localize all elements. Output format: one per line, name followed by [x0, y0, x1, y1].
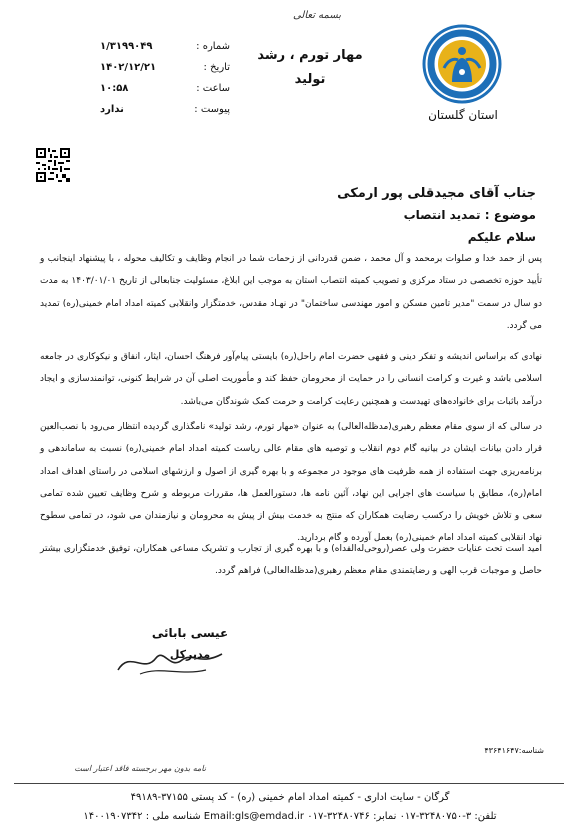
- footer-contact: تلفن: ۳-۳۲۴۸۰۷۵۰-۰۱۷ نمابر: ۳۲۴۸۰۷۴۶-۰۱۷ Email:gls@emdad.ir شناسه ملی : ۱۴۰۰۱۹۰۷۳۴۲: [83, 811, 497, 822]
- meta-attachment-row: [100, 99, 230, 120]
- qr-code-icon: [36, 148, 70, 182]
- paragraph-2: نهادی که براساس اندیشه و تفکر دینی و فقهی حضرت امام راحل(ره) بایستی پیام‌آور فرهنگ احسان، ایثار، انفاق و نیکوکاری در جامعه اسلامی باشد و غیرت و کرامت انسانی را در حمایت از محرومان حفظ کند و مأموریت اصلی آن در شرایط کنونی، توانمندسازی و ایجاد درآمد باثبات برای خانواده‌های تهیدست و همچنین رعایت کرامت و حرمت کمک شوندگان می‌باشد.: [40, 352, 542, 407]
- meta-date-label: تاریخ :: [203, 62, 230, 73]
- meta-time-value: ۱۰:۵۸: [100, 83, 129, 94]
- paragraph-3: در سالی که از سوی مقام معظم رهبری(مدظله‌العالی) به عنوان «مهار تورم، رشد تولید» نامگذاری گردیده انتظار می‌رود با نصب‌العین قرار دادن بیانات ایشان در بیانیه گام دوم انقلاب و توصیه های مقام عالی ریاست کمیته امداد امام خمینی(ره) نسبت به ساماندهی و برنامه‌ریزی جهت استفاده از همه ظرفیت های موجود در مجموعه و با بهره گیری از اصول و ارزشهای اسلامی در راستای اهداف امداد امام(ره)، مطابق با سیاست های اجرایی این نهاد، آئین نامه ها، دستورالعمل ها، مقررات مربوطه و شرح وظایف تعیین شده تمامی سعی و تلاش خویش را درکسب رضایت همکاران که منتج به خدمت بیش از پیش به محرومان و نیازمندان می شود، در تمامی سطوح نهاد انقلابی کمیته امداد امام خمینی(ره) بعمل آورده و گام بردارید.: [40, 422, 542, 544]
- meta-number-row: [100, 36, 230, 57]
- subject-line: موضوع : تمدید انتصاب: [403, 208, 536, 222]
- bismillah-text: بسمه تعالی: [292, 10, 342, 21]
- meta-attachment-label: پیوست :: [194, 104, 230, 115]
- province-label: استان گلستان: [428, 108, 498, 122]
- meta-time-row: [100, 78, 230, 99]
- validity-note: نامه بدون مهر برجسته فاقد اعتبار است: [74, 764, 206, 773]
- slogan-line-1: مهار تورم ، رشد: [257, 48, 363, 63]
- paragraph-1: پس از حمد خدا و صلوات برمحمد و آل محمد ، ضمن قدردانی از زحمات شما در انجام وظایف و تکالیف محوله ، با پیشنهاد اینجانب و تأیید حوزه تخصصی در ستاد مرکزی و تصویب کمیته انتصاب استان به موجب این ابلاغ، مسئولیت جنابعالی از تاریخ ۱۴۰۳/۰۱/۰۱ به مدت دو سال در سمت "مدیر تامین مسکن و امور مهندسی ساختمان" در نهـاد مقدس، خدمتگزار وانقلابی کمیته امداد امام خمینی(ره) تمدید می گردد.: [40, 254, 542, 331]
- document-id: شناسه:۴۳۶۴۱۶۴۷: [484, 746, 544, 755]
- addressee: جناب آقای مجیدقلی پور ارمکی: [337, 186, 536, 201]
- greeting: سلام علیکم: [467, 230, 536, 244]
- emdad-logo-icon: [422, 24, 502, 104]
- paragraph-4: امید است تحت عنایات حضرت ولی عصر(روحی‌له‌الفداه) و با بهره گیری از تجارب و تشریک مساعی همکاران، توفیق خدمتگزاری بیشتر حاصل و موجبات قرب الهی و رضایتمندی مقام معظم رهبری(مدظله‌العالی) فراهم گردد.: [40, 544, 542, 577]
- meta-number-value: ۱/۳۱۹۹۰۴۹: [100, 41, 153, 52]
- letter-metadata: [100, 36, 230, 120]
- meta-time-label: ساعت :: [196, 83, 230, 94]
- slogan-line-2: تولید: [294, 72, 326, 87]
- footer-address: گرگان - سایت اداری - کمیته امداد امام خمینی (ره) - کد پستی ۳۷۱۵۵-۴۹۱۸۹: [130, 792, 450, 803]
- meta-date-value: ۱۴۰۲/۱۲/۲۱: [100, 62, 157, 73]
- meta-attachment-value: ندارد: [100, 104, 124, 115]
- meta-number-label: شماره :: [196, 41, 230, 52]
- signer-title: مدیرکل: [169, 648, 211, 661]
- year-slogan: [240, 44, 380, 92]
- meta-date-row: [100, 57, 230, 78]
- signer-name: عیسی بابائی: [151, 626, 229, 640]
- footer-divider: [14, 783, 564, 784]
